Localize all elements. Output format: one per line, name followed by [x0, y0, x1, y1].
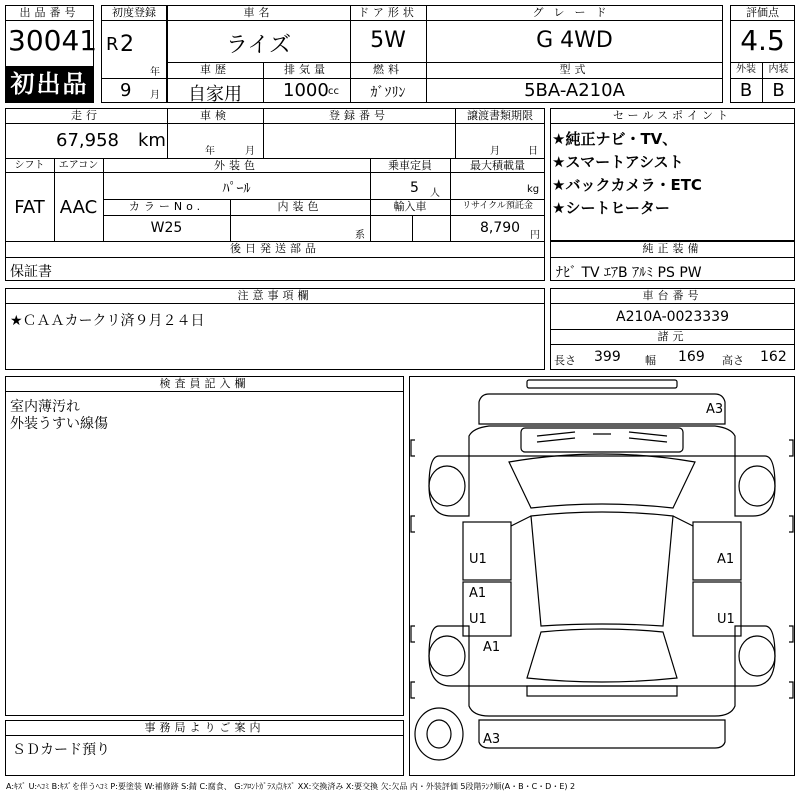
color-no-value: W25	[150, 220, 183, 236]
ac-label: エアコン	[58, 160, 99, 171]
mark-rear: A3	[483, 732, 501, 747]
score-label: 評価点	[746, 6, 779, 19]
reg-year-unit: 年	[150, 67, 160, 78]
interior-label: 内装	[768, 64, 789, 75]
width-label: 幅	[645, 354, 656, 367]
specs-label: 諸元	[657, 330, 688, 343]
sales-point-3: ★バックカメラ・ETC	[552, 176, 702, 194]
inspection-label: 車検	[200, 109, 230, 122]
sales-label: セールスポイント	[612, 109, 732, 122]
office-label: 事務局よりご案内	[144, 721, 265, 734]
plate-label: 登録番号	[329, 109, 389, 122]
inspector-line-2: 外装うすい線傷	[10, 416, 108, 432]
exterior-value: B	[739, 80, 753, 101]
capacity-unit: 人	[430, 188, 440, 199]
chassis-value: A210A-0023339	[616, 309, 729, 325]
reg-month-unit: 月	[150, 90, 160, 101]
recycle-unit: 円	[530, 230, 540, 241]
color-label: 外装色	[214, 159, 259, 172]
car-name: ライズ	[225, 33, 292, 58]
displacement-label: 排気量	[284, 63, 329, 76]
displacement-unit: cc	[328, 86, 339, 97]
interior-color-unit: 系	[355, 230, 365, 241]
fuel-label: 燃料	[373, 63, 403, 76]
transfer-month-unit: 月	[490, 146, 500, 157]
reg-era: R	[106, 34, 119, 55]
car-diagram	[409, 376, 795, 776]
mark-left-rear-door: U1	[469, 612, 487, 627]
sales-point-2: ★スマートアシスト	[552, 153, 684, 171]
first-listing-badge: 初出品	[6, 66, 93, 102]
mark-front: A3	[706, 402, 724, 417]
chassis-label: 車台番号	[642, 289, 703, 302]
transfer-label: 譲渡書類期限	[467, 109, 533, 122]
capacity-label: 乗車定員	[388, 159, 432, 172]
door-label: ドア形状	[358, 6, 418, 19]
sales-point-1: ★純正ナビ・TV、	[552, 130, 678, 148]
notes-label: 注意事項欄	[237, 289, 313, 302]
inspection-year-unit: 年	[205, 146, 215, 157]
reg-year: 2	[120, 32, 134, 57]
car-name-label: 車名	[243, 6, 274, 19]
history-label: 車歴	[200, 63, 230, 76]
reg-month: 9	[120, 80, 132, 101]
grade-label: グレード	[532, 6, 617, 19]
notes-value: ★ＣＡＡカークリ済９月２４日	[10, 313, 205, 329]
exterior-label: 外装	[736, 64, 756, 75]
height-label: 高さ	[722, 354, 744, 367]
inspector-label: 検査員記入欄	[159, 377, 250, 390]
reg-label: 初度登録	[112, 6, 156, 19]
history-value: 自家用	[188, 84, 242, 105]
recycle-value: 8,790	[480, 220, 521, 236]
mileage-unit: km	[138, 130, 166, 151]
score-value: 4.5	[740, 24, 785, 57]
later-parts-value: 保証書	[10, 264, 52, 280]
sales-point-4: ★シートヒーター	[552, 199, 670, 217]
door-value: 5W	[370, 28, 406, 53]
load-label: 最大積載量	[470, 159, 525, 172]
inspector-line-1: 室内薄汚れ	[10, 399, 80, 415]
model-value: 5BA-A210A	[524, 80, 625, 101]
lot-label: 出品番号	[19, 6, 80, 19]
height-value: 162	[760, 349, 787, 365]
shift-value: FAT	[14, 197, 45, 218]
length-value: 399	[594, 349, 621, 365]
inspection-month-unit: 月	[245, 146, 255, 157]
ac-value: AAC	[59, 197, 98, 218]
model-label: 型式	[559, 63, 590, 76]
length-label: 長さ	[554, 354, 576, 367]
interior-value: B	[772, 80, 785, 101]
displacement-value: 1000	[283, 80, 329, 101]
import-label: 輸入車	[393, 200, 427, 213]
mark-left-front-fender: A1	[469, 586, 487, 601]
lot-number: 30041	[8, 24, 98, 57]
interior-color-label: 内装色	[277, 200, 323, 213]
color-value: ﾊﾟｰﾙ	[222, 181, 251, 197]
color-no-label: カラーNo.	[128, 200, 205, 213]
mileage-value: 67,958	[56, 130, 119, 151]
mark-left-rear-fender: A1	[483, 640, 501, 655]
recycle-label: リサイクル預託金	[462, 201, 533, 211]
footer-legend: A:ｷｽﾞ U:ﾍｺﾐ B:ｷｽﾞを伴うﾍｺﾐ P:要塗装 W:補修跡 S:錆 C:腐食、 G:ﾌﾛﾝﾄｶﾞﾗｽ点ｷｽﾞ XX:交換済み X:要交換 欠:欠品 内・外装評価 5段階ﾗﾝｸ順(A・B・C・D・E) 2	[6, 782, 576, 791]
equipment-label: 純正装備	[642, 242, 703, 255]
office-value: ＳＤカード預り	[12, 742, 110, 758]
shift-label: シフト	[14, 160, 45, 171]
load-unit: kg	[527, 184, 540, 195]
mark-left-front-door: U1	[469, 552, 487, 567]
later-parts-label: 後日発送部品	[230, 242, 320, 255]
width-value: 169	[678, 349, 705, 365]
fuel-value: ｶﾞｿﾘﾝ	[370, 85, 406, 101]
equipment-value: ﾅﾋﾞ TV ｴｱB ｱﾙﾐ PS PW	[556, 265, 702, 281]
transfer-day-unit: 日	[528, 146, 538, 157]
capacity-value: 5	[410, 180, 419, 196]
grade-value: G 4WD	[536, 28, 613, 53]
mark-right-rear-door: U1	[717, 612, 735, 627]
mileage-label: 走行	[71, 109, 101, 122]
mark-right-front-door: A1	[717, 552, 735, 567]
